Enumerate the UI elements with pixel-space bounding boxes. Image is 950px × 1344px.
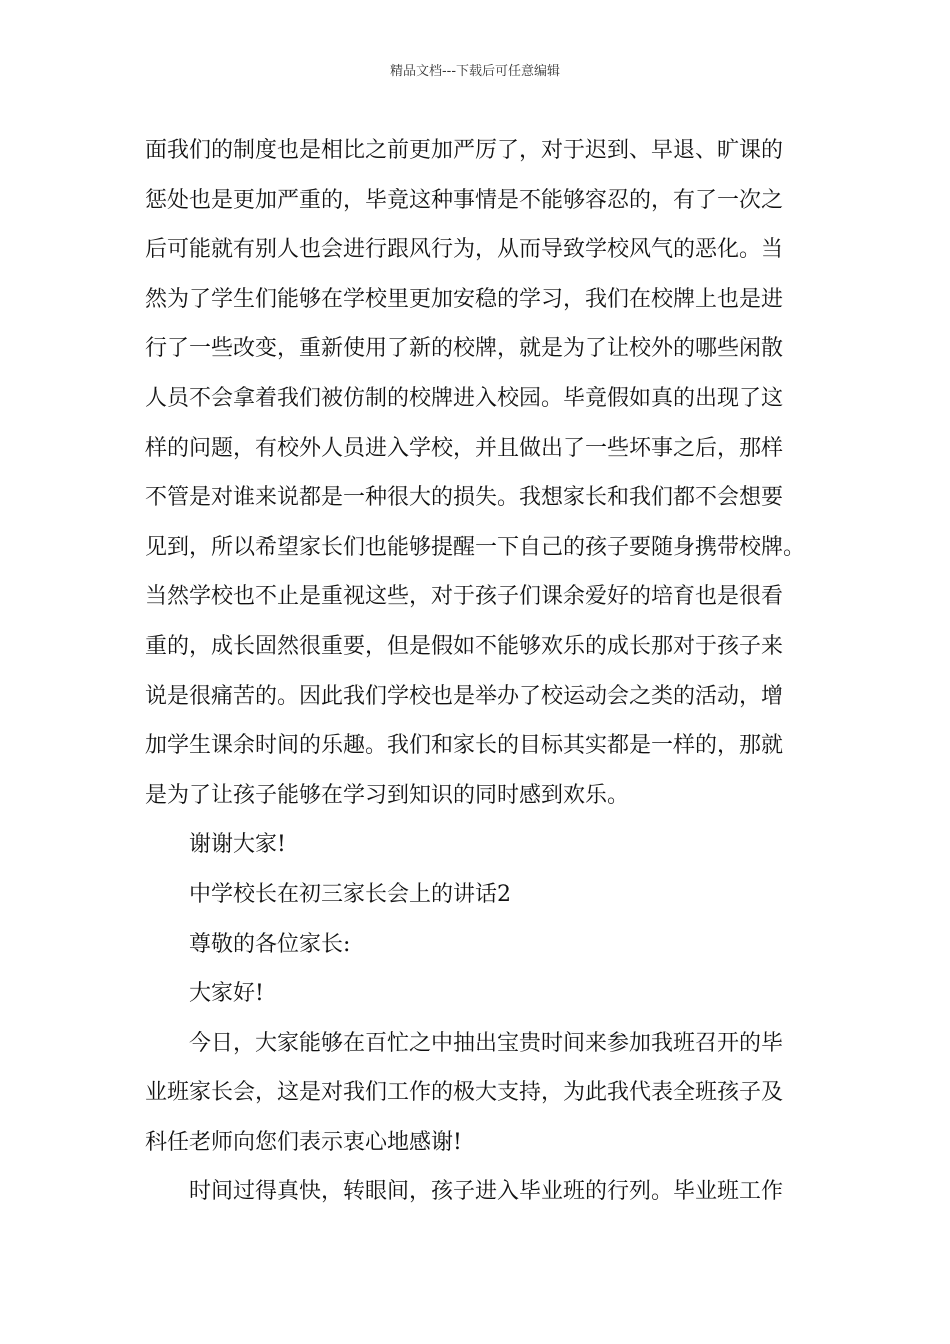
- text-line-4: 然为了学生们能够在学校里更加安稳的学习，我们在校牌上也是进: [145, 286, 784, 312]
- document-body: [145, 126, 817, 1217]
- text-line-10: 当然学校也不止是重视这些，对于孩子们课余爱好的培育也是很看: [145, 584, 784, 610]
- text-line-8: 不管是对谁来说都是一种很大的损失。我想家长和我们都不会想要: [145, 485, 784, 511]
- page-header: 精品文档---下载后可任意编辑: [389, 64, 561, 79]
- text-line-3: 后可能就有别人也会进行跟风行为，从而导致学校风气的恶化。当: [145, 237, 784, 263]
- text-line-15: 谢谢大家!: [189, 832, 286, 858]
- greeting: 大家好!: [189, 981, 264, 1007]
- text-line-9: 见到，所以希望家长们也能够提醒一下自己的孩子要随身携带校牌。: [145, 534, 806, 560]
- text-line-5: 行了一些改变，重新使用了新的校牌，就是为了让校外的哪些闲散: [145, 336, 784, 362]
- section-heading: 中学校长在初三家长会上的讲话2: [189, 881, 511, 907]
- text-line-14: 是为了让孩子能够在学习到知识的同时感到欢乐。: [145, 782, 630, 808]
- text-line-21: 科任老师向您们表示衷心地感谢!: [145, 1129, 462, 1155]
- text-line-6: 人员不会拿着我们被仿制的校牌进入校园。毕竟假如真的出现了这: [145, 385, 784, 411]
- text-line-1: 面我们的制度也是相比之前更加严厉了，对于迟到、早退、旷课的: [145, 138, 784, 163]
- text-line-13: 加学生课余时间的乐趣。我们和家长的目标其实都是一样的，那就: [145, 733, 784, 759]
- salutation: 尊敬的各位家长:: [189, 931, 351, 957]
- text-line-19: 今日，大家能够在百忙之中抽出宝贵时间来参加我班召开的毕: [189, 1030, 784, 1056]
- text-line-7: 样的问题，有校外人员进入学校，并且做出了一些坏事之后，那样: [145, 435, 784, 461]
- text-line-11: 重的，成长固然很重要，但是假如不能够欢乐的成长那对于孩子来: [145, 633, 784, 659]
- text-line-20: 业班家长会，这是对我们工作的极大支持，为此我代表全班孩子及: [145, 1080, 784, 1106]
- text-line-2: 惩处也是更加严重的，毕竟这种事情是不能够容忍的，有了一次之: [145, 187, 784, 213]
- text-line-12: 说是很痛苦的。因此我们学校也是举办了校运动会之类的活动，增: [145, 683, 784, 709]
- text-line-22: 时间过得真快，转眼间，孩子进入毕业班的行列。毕业班工作: [189, 1179, 784, 1205]
